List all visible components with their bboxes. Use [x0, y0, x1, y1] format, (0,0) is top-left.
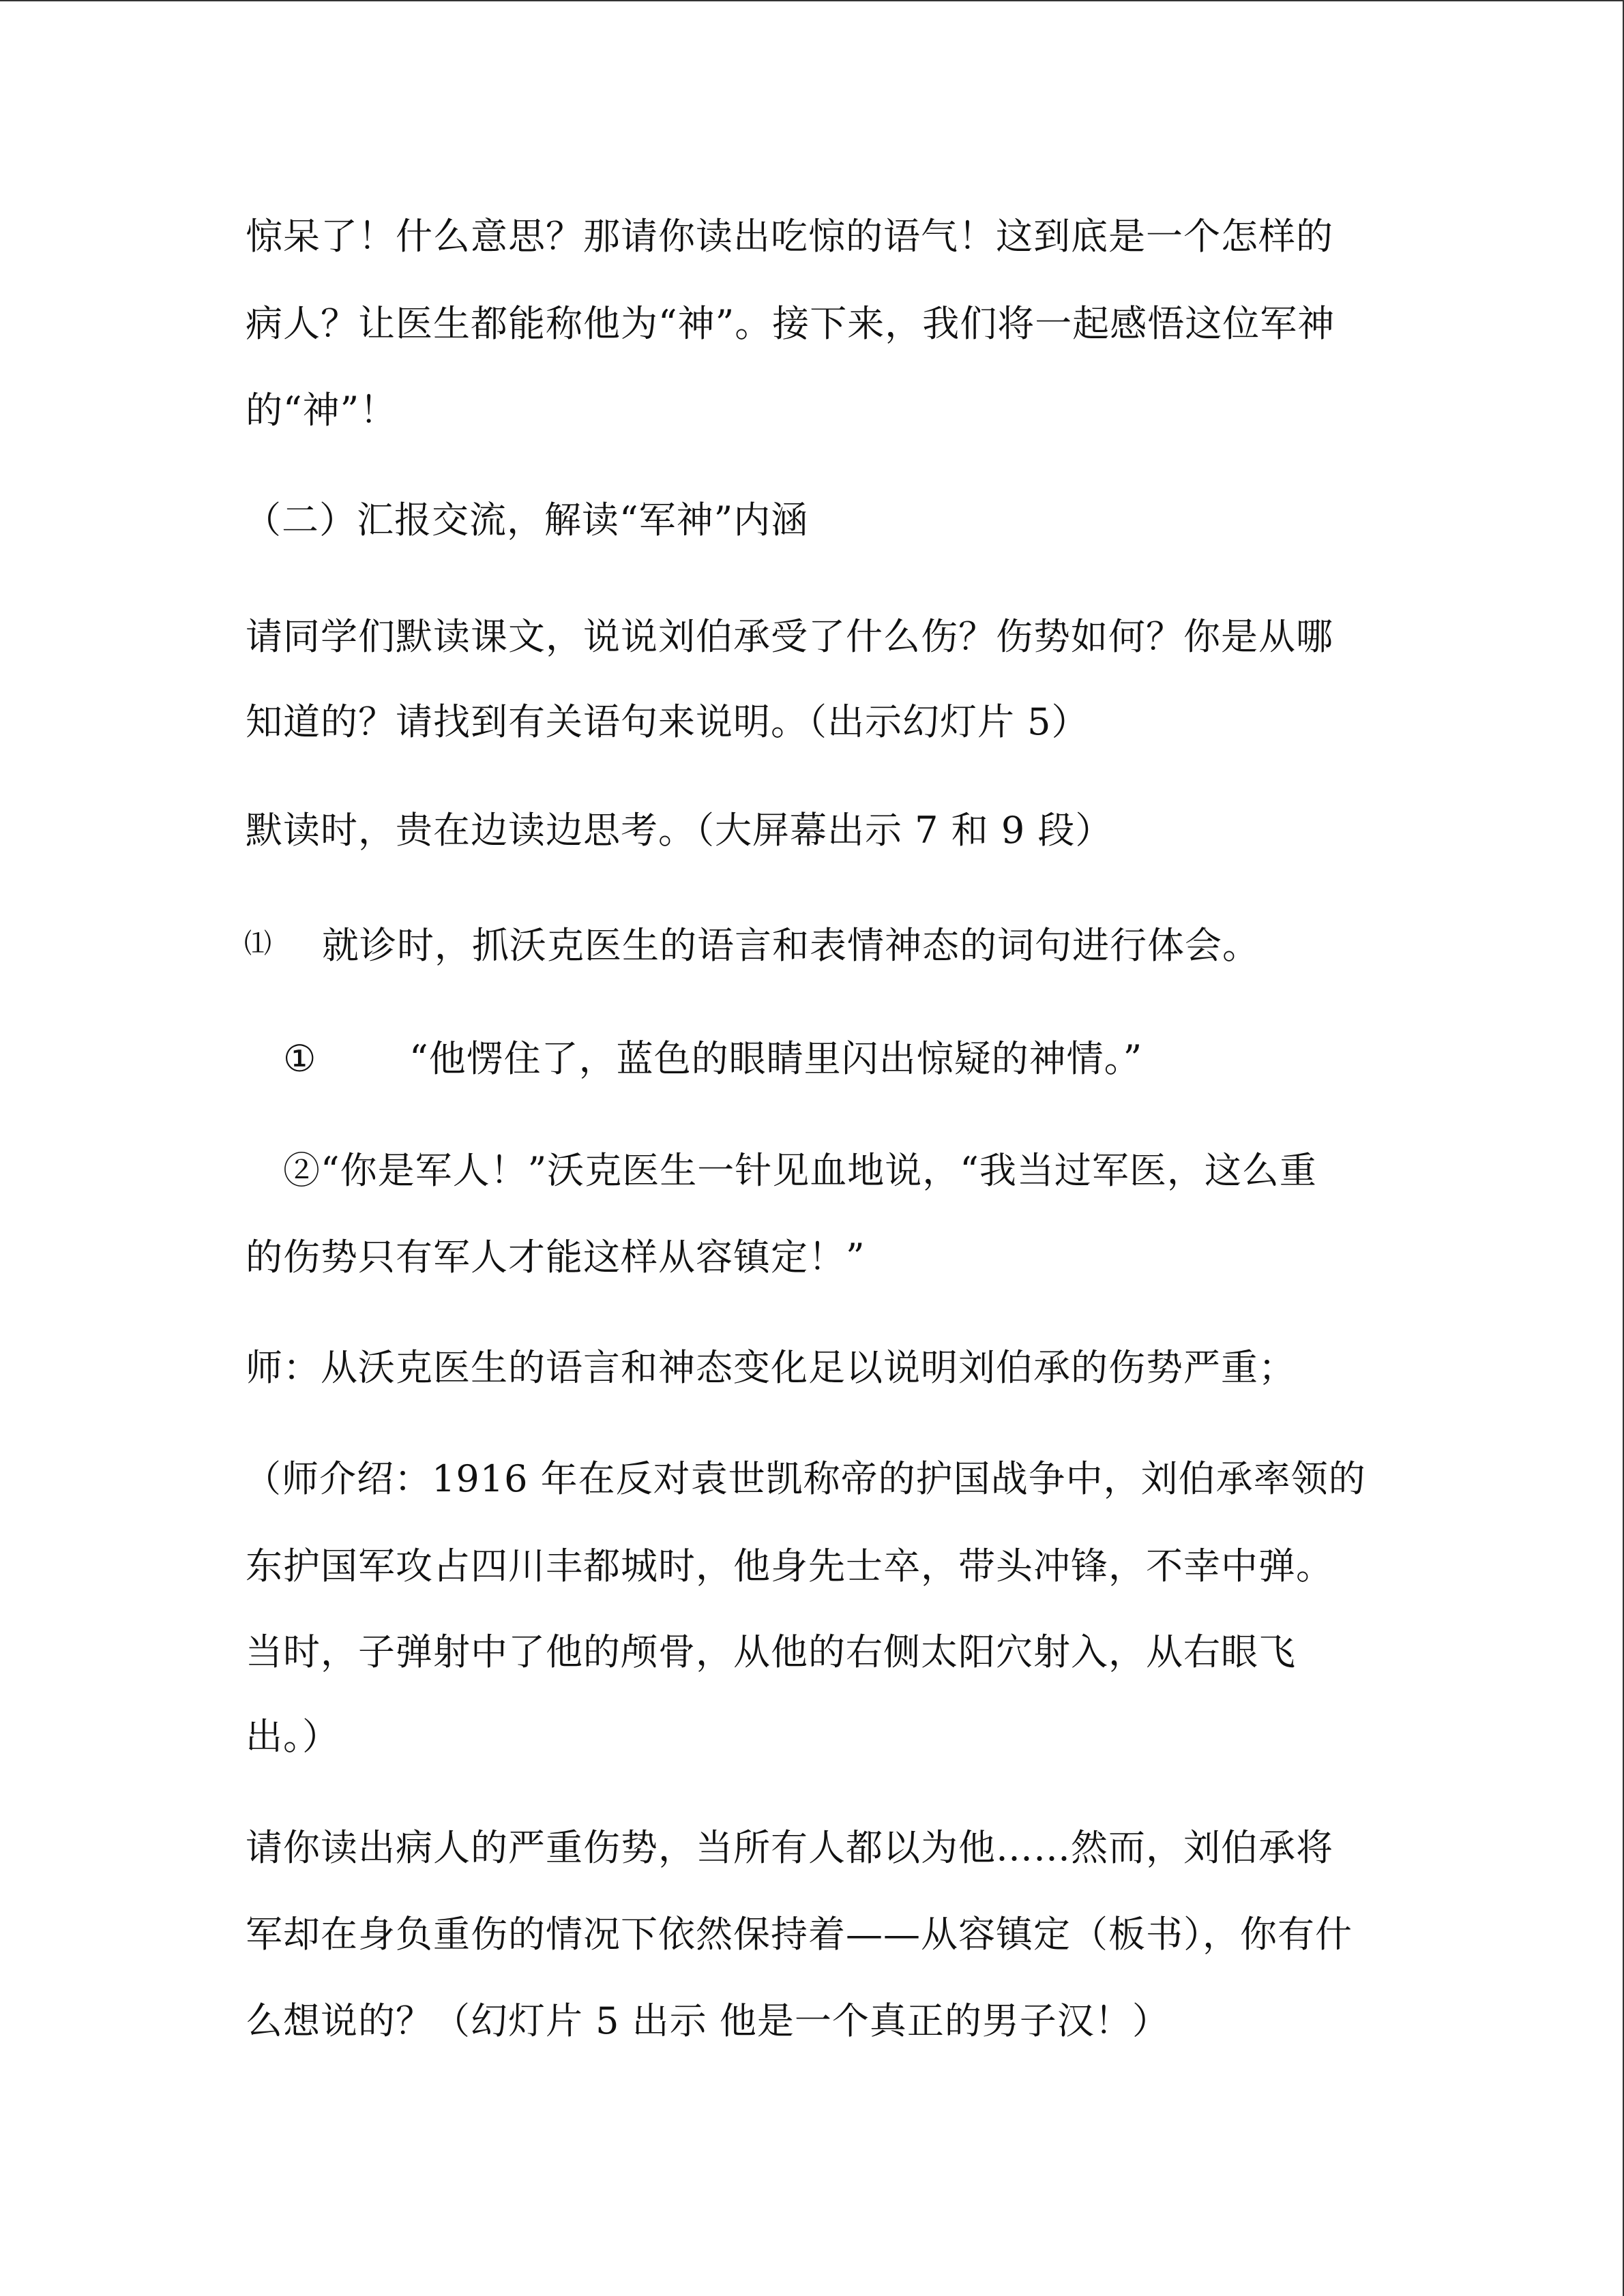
paragraph-line: 么想说的？（幻灯片 5 出示 他是一个真正的男子汉！） — [246, 1999, 1170, 2042]
quote-line: ②“你是军人！”沃克医生一针见血地说，“我当过军医，这么重 — [283, 1149, 1317, 1192]
paragraph-line: 请同学们默读课文，说说刘伯承受了什么伤？伤势如何？你是从哪 — [246, 615, 1333, 658]
quote-line: 的伤势只有军人才能这样从容镇定！” — [246, 1236, 866, 1279]
paragraph-line: 请你读出病人的严重伤势，当所有人都以为他……然而，刘伯承将 — [246, 1826, 1333, 1869]
paragraph-line: 默读时，贵在边读边思考。（大屏幕出示 7 和 9 段） — [246, 809, 1113, 852]
quote-line: “他愣住了，蓝色的眼睛里闪出惊疑的神情。” — [409, 1037, 1143, 1080]
paragraph-line: 惊呆了！什么意思？那请你读出吃惊的语气！这到底是一个怎样的 — [246, 215, 1333, 258]
teacher-intro-line: （师介绍：1916 年在反对袁世凯称帝的护国战争中，刘伯承率领的 — [244, 1457, 1366, 1500]
list-item: 就诊时，抓沃克医生的语言和表情神态的词句进行体会。 — [322, 924, 1260, 967]
teacher-intro-line: 出。） — [246, 1715, 340, 1758]
paragraph-line: 知道的？请找到有关语句来说明。（出示幻灯片 5） — [246, 700, 1089, 743]
section-heading: （二）汇报交流，解读“军神”内涵 — [244, 498, 809, 541]
paragraph-line: 军却在身负重伤的情况下依然保持着——从容镇定（板书），你有什 — [246, 1913, 1353, 1956]
teacher-line: 师：从沃克医生的语言和神态变化足以说明刘伯承的伤势严重； — [246, 1346, 1296, 1389]
circled-number-marker: ① — [283, 1037, 317, 1080]
teacher-intro-line: 当时，子弹射中了他的颅骨，从他的右侧太阳穴射入，从右眼飞 — [246, 1630, 1296, 1673]
list-number-marker: ⑴ — [244, 928, 271, 959]
paragraph-line: 的“神”！ — [246, 389, 398, 432]
paragraph-line: 病人？让医生都能称他为“神”。接下来，我们将一起感悟这位军神 — [246, 302, 1335, 345]
teacher-intro-line: 东护国军攻占四川丰都城时，他身先士卒，带头冲锋，不幸中弹。 — [246, 1545, 1333, 1587]
